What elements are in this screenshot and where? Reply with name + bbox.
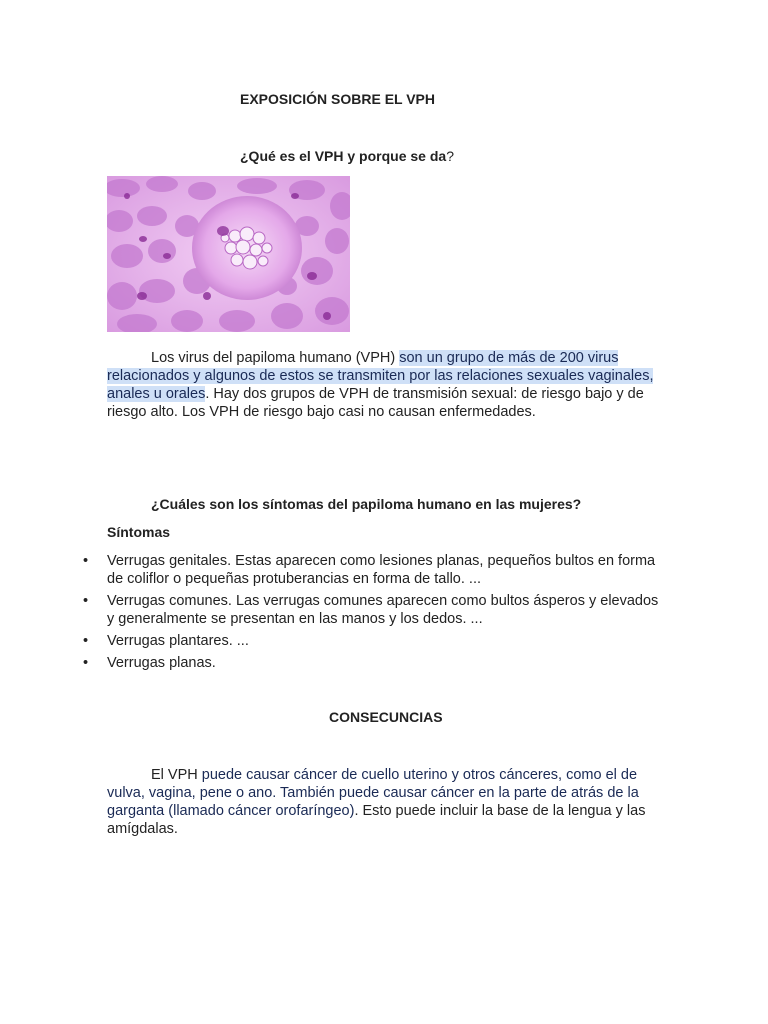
question-what-is-vph-bold: ¿Qué es el VPH y porque se da [240,148,447,164]
bullet-icon: • [83,593,89,609]
list-item-text: Verrugas genitales. Estas aparecen como lesiones planas, pequeños bultos en forma de coliflor o pequeñas protuberancias en forma de tallo. ... [107,553,656,587]
list-item [83,592,667,628]
list-item [83,632,667,650]
paragraph-what-is-vph-start: Los virus del papiloma humano (VPH) [151,350,400,366]
paragraph-what-is-vph [107,349,667,421]
list-item-text: Verrugas comunes. Las verrugas comunes aparecen como bultos ásperos y elevados y generalmente se presentan en las manos y los dedos. ... [107,593,659,627]
cell-micrograph-image [107,176,350,332]
paragraph-consequences-a: El VPH [151,767,202,783]
consequences-heading: CONSECUNCIAS [329,709,443,725]
list-item-text: Verrugas plantares. ... [107,633,249,649]
question-what-is-vph [240,148,454,164]
bullet-icon: • [83,553,89,569]
paragraph-consequences-c: . Esto puede incluir la base de la lengua y las amígdalas. [107,803,646,837]
bullet-icon: • [83,655,89,671]
paragraph-what-is-vph-end: . Hay dos grupos de VPH de transmisión sexual: de riesgo bajo y de riesgo alto. Los VPH de riesgo bajo casi no causan enfermedades. [107,386,644,420]
list-item-text: Verrugas planas. [107,655,216,671]
question-what-is-vph-tail: ? [446,148,454,164]
paragraph-consequences-b: puede causar cáncer de cuello uterino y otros cánceres, como el de vulva, vagina, pene o ano. También puede causar cáncer en la parte de atrás de la garganta (llamado cáncer orofaríngeo) [107,767,639,819]
bullet-icon: • [83,633,89,649]
highlighted-text: son un grupo de más de 200 virus relacionados y algunos de estos se transmiten por las relaciones sexuales vaginales, anales u orales [107,350,654,402]
cell-micrograph-icon [107,176,350,332]
symptoms-list [83,552,667,676]
symptoms-heading: Síntomas [107,524,171,540]
list-item [83,654,667,672]
list-item [83,552,667,588]
document-title: EXPOSICIÓN SOBRE EL VPH [240,91,436,107]
paragraph-consequences [107,766,667,838]
question-symptoms: ¿Cuáles son los síntomas del papiloma humano en las mujeres? [151,496,582,512]
